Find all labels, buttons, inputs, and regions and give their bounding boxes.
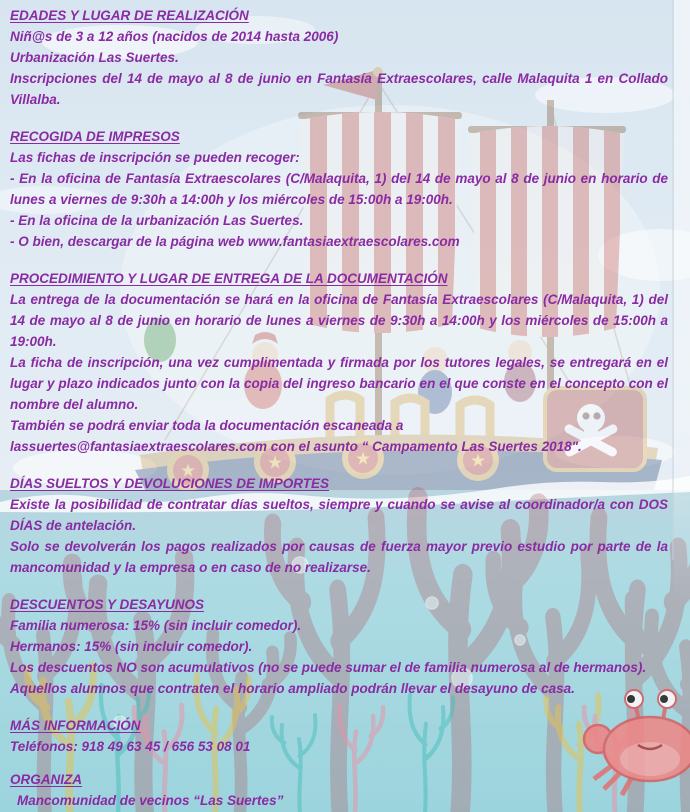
paragraph: También se podrá enviar toda la documentación escaneada a [10, 418, 404, 433]
paragraph: Urbanización Las Suertes. [10, 50, 179, 65]
paragraph: Hermanos: 15% (sin incluir comedor). [10, 639, 253, 654]
section-dias-sueltos [10, 473, 668, 578]
paragraph: Existe la posibilidad de contratar días sueltos, siempre y cuando se avise al coordinador/a con DOS DÍAS de antelación. [10, 497, 668, 533]
section-heading: RECOGIDA DE IMPRESOS [10, 129, 180, 144]
section-edades [10, 5, 668, 110]
svg-text:★: ★ [179, 460, 197, 481]
svg-text:★: ★ [266, 452, 284, 473]
paragraph: La ficha de inscripción, una vez cumplimentada y firmada por los tutores legales, se entregará en el lugar y plazo indicados junto con la copia del ingreso bancario en el que conste en el concepto con el nombre del alumno. [10, 355, 668, 412]
section-heading: DESCUENTOS Y DESAYUNOS [10, 597, 205, 612]
section-heading: ORGANIZA [10, 772, 82, 787]
section-heading: MÁS INFORMACIÓN [10, 718, 141, 733]
section-procedimiento [10, 268, 668, 457]
paragraph: Solo se devolverán los pagos realizados por causas de fuerza mayor previo estudio por parte de la mancomunidad y la empresa o en caso de no realizarse. [10, 539, 668, 575]
section-heading: DÍAS SUELTOS Y DEVOLUCIONES DE IMPORTES [10, 476, 330, 491]
paragraph: Niñ@s de 3 a 12 años (nacidos de 2014 hasta 2006) [10, 29, 339, 44]
paragraph: - En la oficina de la urbanización Las Suertes. [10, 213, 304, 228]
section-recogida [10, 126, 668, 252]
paragraph: Inscripciones del 14 de mayo al 8 de junio en Fantasía Extraescolares, calle Malaquita 1 en Collado Villalba. [10, 71, 668, 107]
paragraph: La entrega de la documentación se hará en la oficina de Fantasía Extraescolares (C/Malaquita, 1) del 14 de mayo al 8 de junio en horario de lunes a viernes de 9:30h a 14:00h y los miércoles de 15:00h a 19:00h. [10, 292, 668, 349]
section-heading: PROCEDIMIENTO Y LUGAR DE ENTREGA DE LA DOCUMENTACIÓN [10, 271, 448, 286]
section-mas-informacion [10, 715, 668, 757]
paragraph-organizador: Mancomunidad de vecinos “Las Suertes” [17, 793, 284, 808]
svg-text:★: ★ [469, 450, 487, 471]
paragraph: Aquellos alumnos que contraten el horario ampliado podrán llevar el desayuno de casa. [10, 681, 575, 696]
paragraph: - En la oficina de Fantasía Extraescolares (C/Malaquita, 1) del 14 de mayo al 8 de junio en horario de lunes a viernes de 9:30h a 14:00h y los miércoles de 15:00h a 19:00h. [10, 171, 668, 207]
paragraph: - O bien, descargar de la página web www.fantasiaextraescolares.com [10, 234, 460, 249]
paragraph-telefonos: Teléfonos: 918 49 63 45 / 656 53 08 01 [10, 739, 251, 754]
svg-text:★: ★ [354, 448, 372, 469]
section-descuentos [10, 594, 668, 699]
paragraph: Los descuentos NO son acumulativos (no se puede sumar el de familia numerosa al de hermanos). [10, 660, 647, 675]
section-heading: EDADES Y LUGAR DE REALIZACIÓN [10, 8, 249, 23]
paragraph-email: lassuertes@fantasiaextraescolares.com con el asunto “ Campamento Las Suertes 2018". [10, 439, 582, 454]
paragraph: Familia numerosa: 15% (sin incluir comedor). [10, 618, 302, 633]
section-organiza [10, 769, 668, 811]
paragraph: Las fichas de inscripción se pueden recoger: [10, 150, 300, 165]
